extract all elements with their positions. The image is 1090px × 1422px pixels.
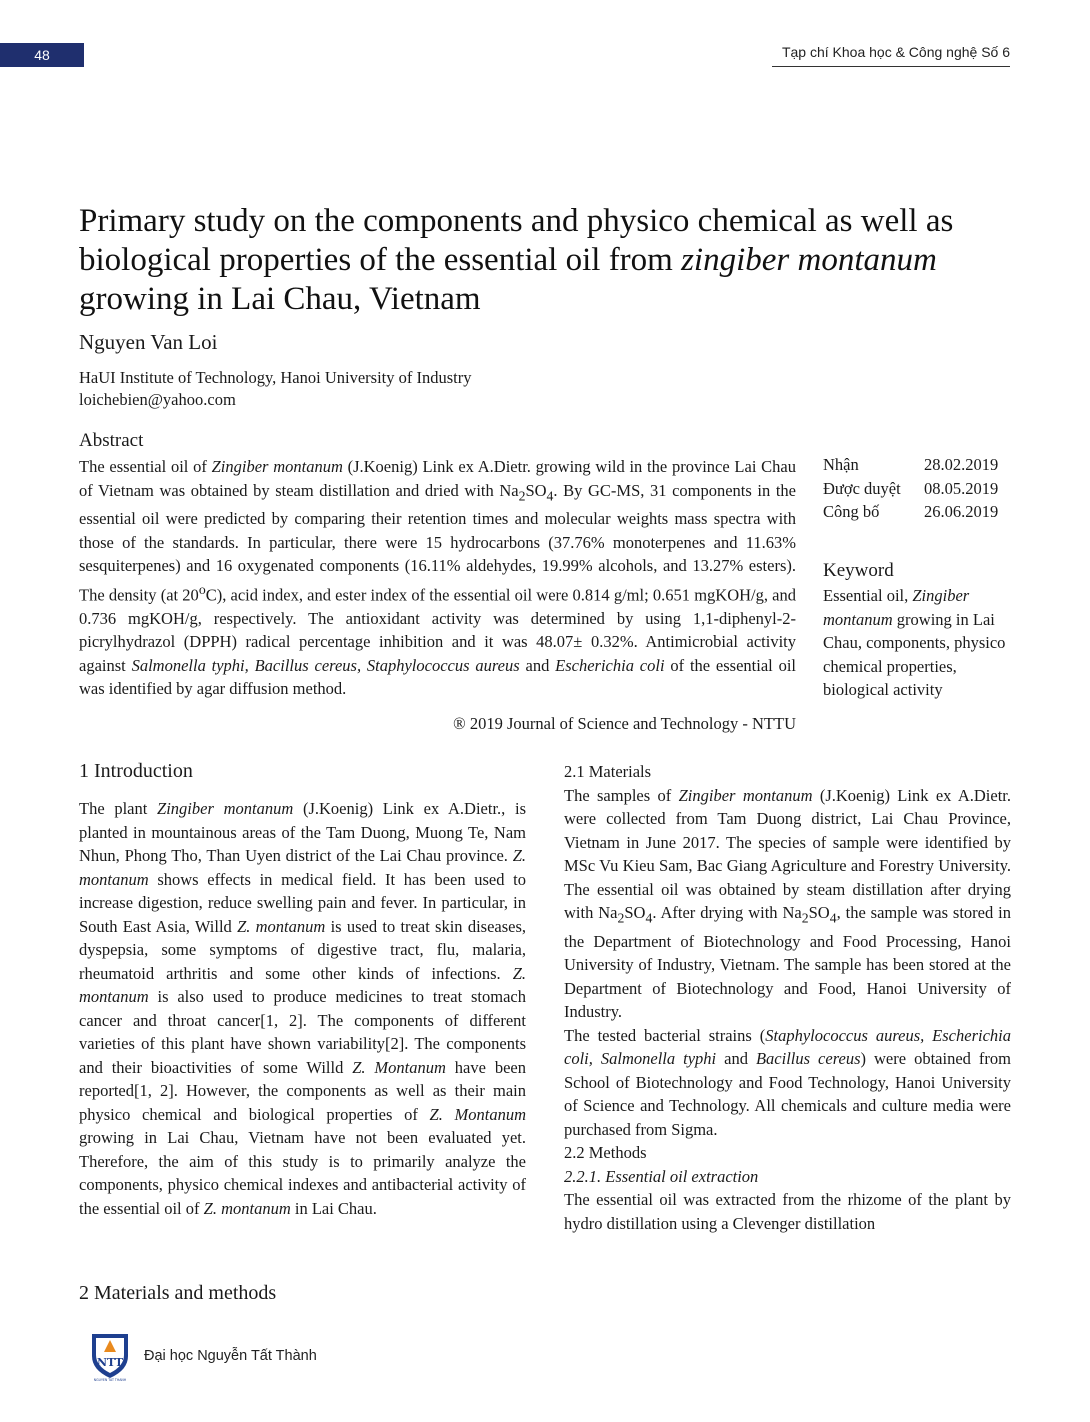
keyword-heading: Keyword: [823, 560, 894, 581]
copyright-line: ® 2019 Journal of Science and Technology - NTTU: [453, 714, 796, 733]
materials-paragraph-2: The tested bacterial strains (Staphylococcus aureus, Escherichia coli, Salmonella typhi and Bacillus cereus) were obtained from School of Biotechnology and Food Technology, Hanoi University of Science and Technology. All chemicals and culture media were purchased from Sigma.: [564, 1025, 1011, 1139]
abstract-heading: Abstract: [79, 430, 144, 451]
affiliation-institution: HaUI Institute of Technology, Hanoi University of Industry: [79, 368, 472, 387]
left-column: [79, 760, 526, 1220]
header-rule: [772, 66, 1010, 67]
author-email: loichebien@yahoo.com: [79, 390, 236, 409]
date-published: Công bố 26.06.2019: [823, 502, 999, 521]
footer: [88, 1330, 317, 1382]
introduction-heading: 1 Introduction: [79, 760, 193, 782]
author-name: Nguyen Van Loi: [79, 330, 218, 354]
logo-caption: NGUYEN TAT THANH: [93, 1378, 127, 1382]
logo-text: NTT: [96, 1356, 124, 1369]
keyword-text: Essential oil, Zingiber montanum growing in Lai Chau, components, physico chemical properties, biological activity: [823, 586, 1006, 699]
date-accepted: Được duyệt 08.05.2019: [823, 478, 999, 498]
materials-heading: 2.1 Materials: [564, 762, 652, 781]
journal-name: Tạp chí Khoa học & Công nghệ Số 6: [781, 44, 1010, 60]
right-column: [564, 760, 1011, 1235]
affiliation: [79, 367, 471, 411]
university-logo-icon: [88, 1330, 132, 1382]
methods-paragraph: The essential oil was extracted from the rhizome of the plant by hydro distillation using a Clevenger distillation: [564, 1190, 1011, 1233]
article-title: Primary study on the components and physico chemical as well as biological properties of the essential oil from zingiber montanum growing in Lai Chau, Vietnam: [79, 203, 954, 317]
materials-paragraph-1: The samples of Zingiber montanum (J.Koenig) Link ex A.Dietr. were collected from Tam Duong district, Lai Chau Province, Vietnam in June 2017. The species of sample were identified by MSc Vu Kieu Sam, Bac Giang Agriculture and Forestry University. The essential oil was obtained by steam distillation after drying with $Na_2SO_4$. After drying with $Na_2SO_4$, the sample was stored in the Department of Biotechnology and Food Processing, Hanoi University of Industry, Vietnam. The sample has been stored at the Department of Biotechnology and Food, Hanoi University of Industry.: [564, 785, 1012, 1022]
date-received: Nhận 28.02.2019: [823, 455, 999, 474]
abstract-text: The essential oil of Zingiber montanum (J.Koenig) Link ex A.Dietr. growing wild in the province Lai Chau of Vietnam was obtained by steam distillation and dried with $Na_2SO_4$. By GC-MS, 31 components in the essential oil were predicted by comparing their retention times and molecular weights mass spectra with those of the standards. In particular, there were 15 hydrocarbons (37.76% monoterpenes and 11.63% sesquiterpenes) and 16 oxygenated components (16.11% aldehydes, 19.99% alcohols, and 13.27% esters). The density (at 20$^o$C), acid index, and ester index of the essential oil were 0.814 g/ml; 0.651 mgKOH/g, and 0.736 mgKOH/g, respectively. The antioxidant activity was determined by using 1,1-diphenyl-2-picrylhydrazol (DPPH) radical percentage inhibition and it was 48.07± 0.32%. Antimicrobial activity against Salmonella typhi, Bacillus cereus, Staphylococcus aureus and Escherichia coli of the essential oil was identified by agar diffusion method.: [79, 457, 797, 699]
footer-university-name: Đại học Nguyễn Tất Thành: [144, 1348, 317, 1364]
dates-block: [823, 453, 998, 524]
introduction-paragraph: The plant Zingiber montanum (J.Koenig) Link ex A.Dietr., is planted in mountainous areas of the Tam Duong, Muong Te, Nam Nhun, Phong Tho, Than Uyen district of the Lai Chau province. Z. montanum shows effects in medical field. It has been used to increase digestion, reduce swelling pain and fever. In particular, in South East Asia, Willd Z. montanum is used to treat skin diseases, dyspepsia, some symptoms of digestive tract, flu, malaria, rheumatoid arthritis and some other kinds of infections. Z. montanum is also used to produce medicines to treat stomach cancer and throat cancer[1, 2]. The components of different varieties of this plant have shown variability[2]. The components and their bioactivities of some Willd Z. Montanum have been reported[1, 2]. However, the components as well as their main physico chemical and biological properties of Z. Montanum growing in Lai Chau, Vietnam have not been evaluated yet. Therefore, the aim of this study is to primarily analyze the components, physico chemical indexes and antibacterial activity of the essential oil of Z. montanum in Lai Chau.: [79, 799, 527, 1218]
methods-heading: 2.2 Methods: [564, 1143, 647, 1163]
extraction-heading: 2.2.1. Essential oil extraction: [564, 1166, 759, 1186]
page-number: 48: [0, 43, 84, 67]
section2-heading: 2 Materials and methods: [79, 1282, 277, 1304]
